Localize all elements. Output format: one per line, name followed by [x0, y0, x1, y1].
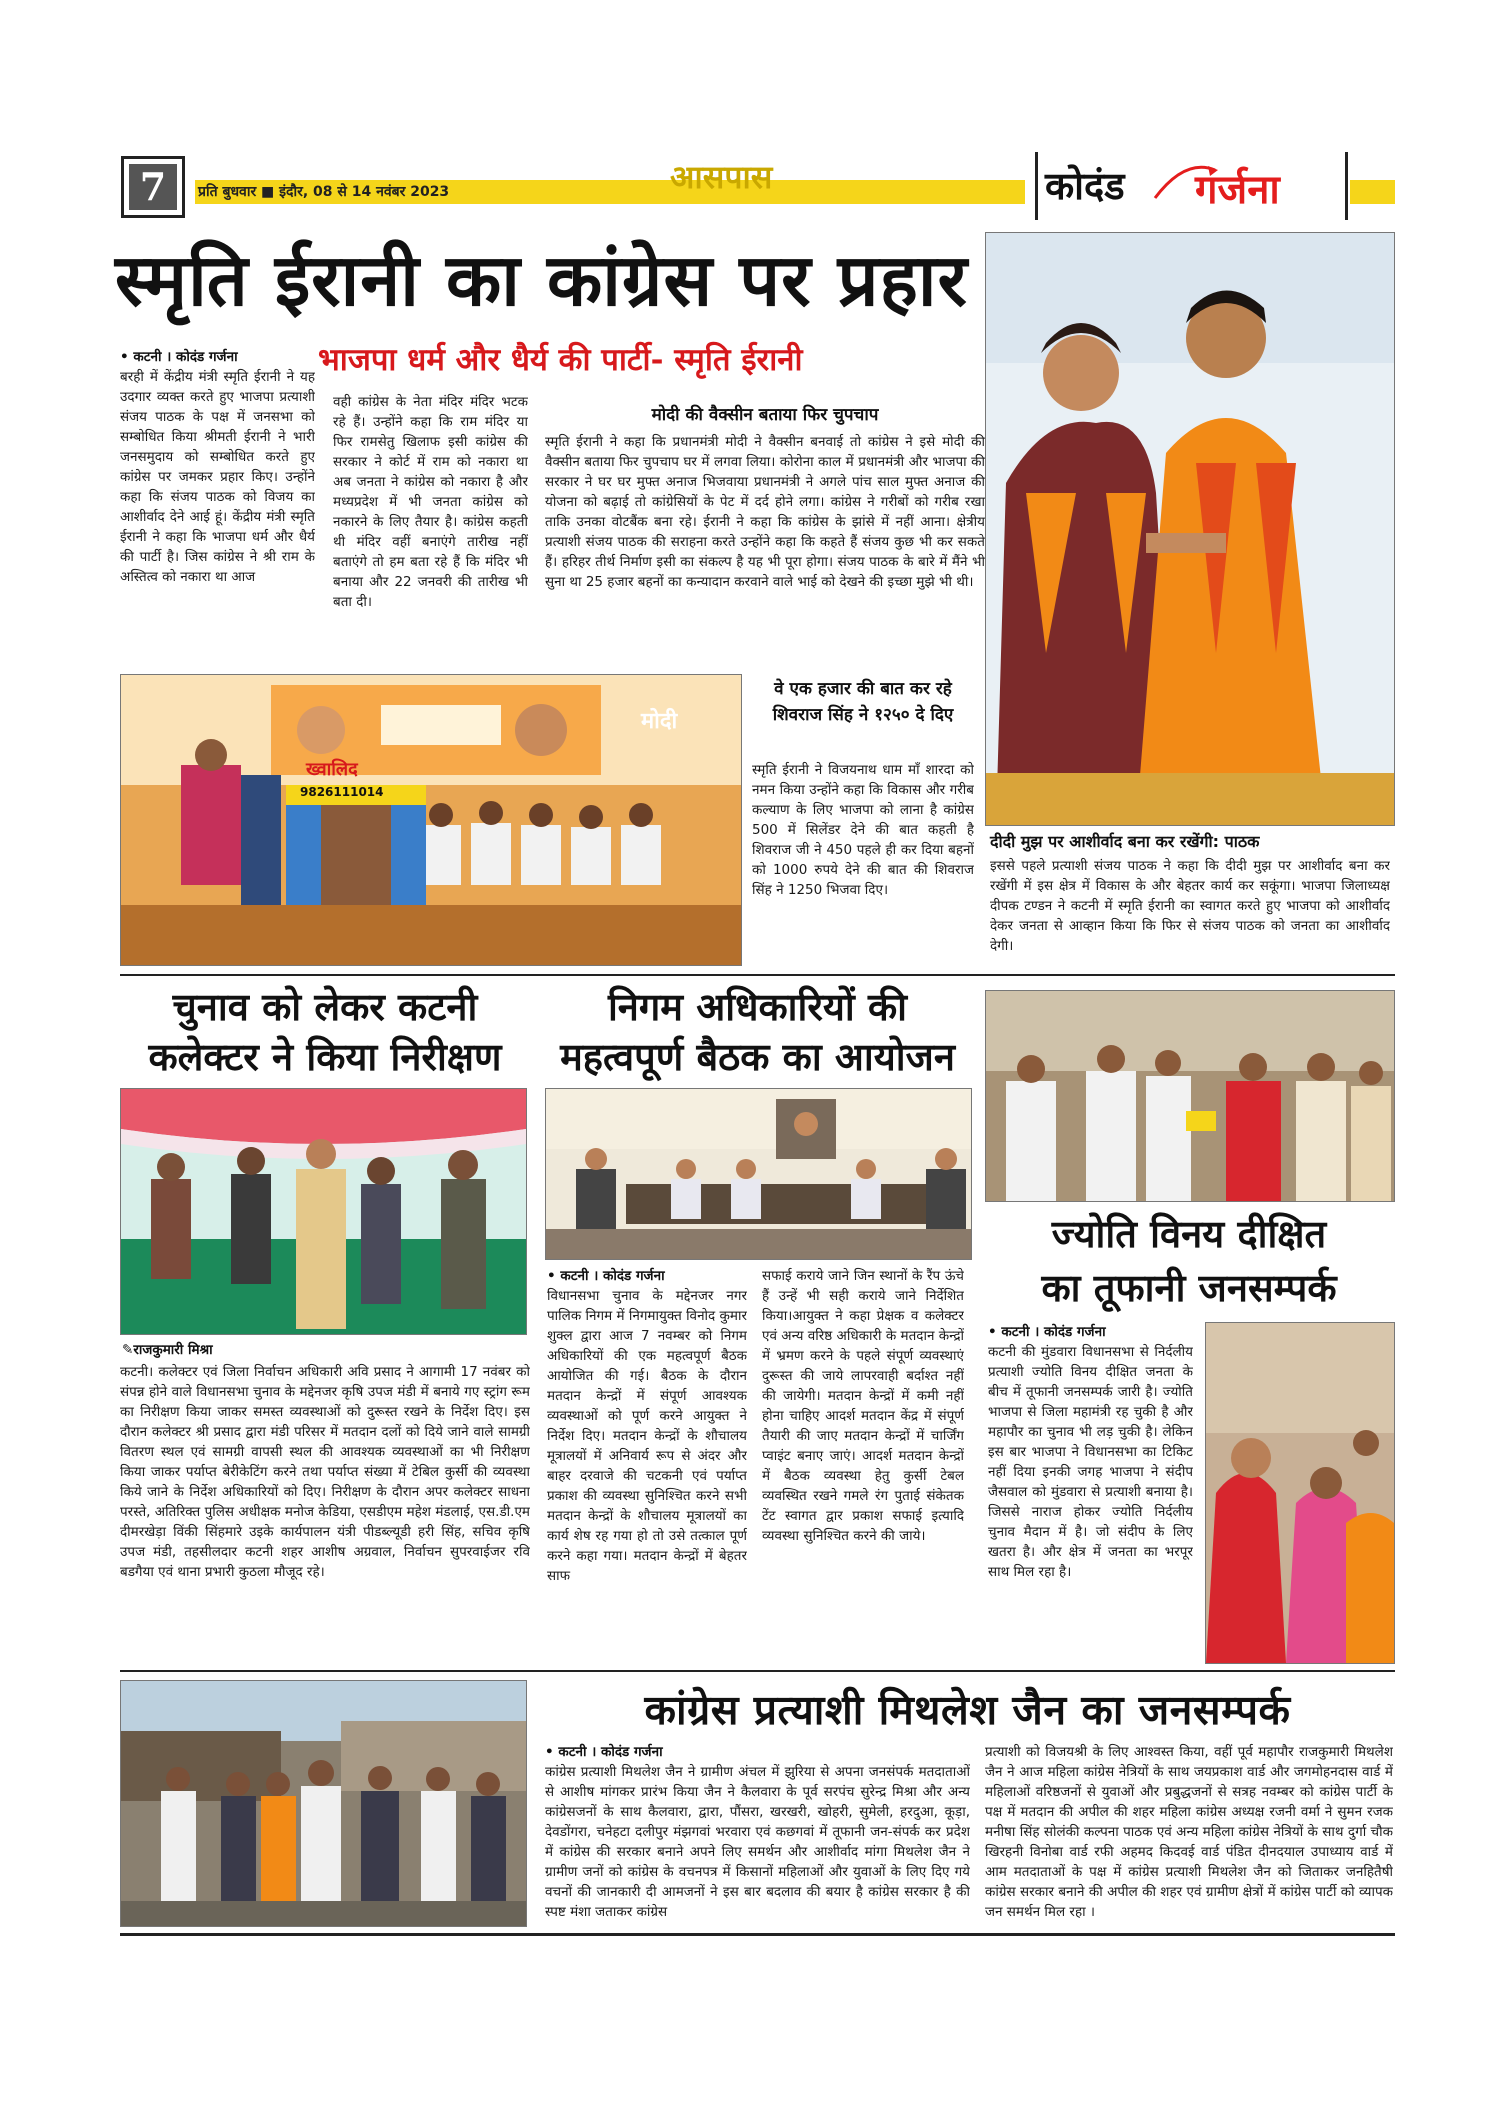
collector-byline — [122, 1340, 422, 1358]
lead-col2: वही कांग्रेस के नेता मंदिर मंदिर भटक रहे हैं। उन्होंने कहा कि राम मंदिर या फिर रामसेतु खिलाफ इसी कांग्रेस की सरकार ने कोर्ट में राम को नकारा था अब जनता ने कांग्रेस को नकारा है और मध्यप्रदेश में भी जनता कांग्रेस को नकारने के लिए तैयार है। कांग्रेस कहती थी मंदिर वहीं बनाएंगे तारीख नहीं बताएंगे तो हम बता रहे हैं कि मंदिर भी बनाया और 22 जनवरी की तारीख भी बता दी। — [333, 394, 528, 610]
mithlesh-headline: कांग्रेस प्रत्याशी मिथलेश जैन का जनसम्पर्क — [644, 1686, 1291, 1734]
banner-text: ख्वालिद — [306, 759, 358, 780]
logo-text-left: कोदंड — [1045, 164, 1125, 208]
sub2-title: वे एक हजार की बात कर रहे शिवराज सिंह ने १२५० दे दिए — [772, 679, 954, 725]
jyoti-headline-line1: ज्योति विनय दीक्षित — [1051, 1211, 1327, 1256]
sub2-text: स्मृति ईरानी ने विजयनाथ धाम माँ शारदा को नमन किया उन्होंने कहा कि विकास और गरीब कल्याण के लिए भाजपा को लाना है कांग्रेस 500 में सिलेंडर देने की बात कहती है शिवराज जी ने 450 पहले ही कर दिया बहनों को 1000 रुपये देने की बात की शिवराज सिंह ने 1250 भिजवा दिए। — [752, 762, 974, 898]
newspaper-logo — [1045, 160, 1340, 216]
logo-divider-left — [1035, 152, 1038, 220]
mid-bottom-rule — [120, 1670, 1395, 1672]
smriti-photo-caption: दीदी मुझ पर आशीर्वाद बना कर रखेंगी: पाठक — [990, 832, 1260, 851]
mithlesh-byline: • कटनी । कोदंड गर्जना — [545, 1744, 663, 1760]
lead-col1: बरही में केंद्रीय मंत्री स्मृति ईरानी ने यह उदगार व्यक्त करते हुए भाजपा प्रत्याशी संजय पाठक के पक्ष में जनसभा को सम्बोधित किया श्रीमती ईरानी ने भारी जनसमुदाय को सम्बोधित करते हुए कांग्रेस पर जमकर प्रहार किए। उन्होंने कहा कि संजय पाठक को विजय का आशीर्वाद देने आई हूं। केंद्रीय मंत्री स्मृति ईरानी ने कहा कि भाजपा धर्म और धैर्य की पार्टी है। जिस कांग्रेस ने श्री राम के अस्तित्व को नकारा था आज — [120, 369, 315, 585]
nigam-byline: • कटनी । कोदंड गर्जना — [547, 1268, 665, 1284]
lead-bottom-rule — [120, 974, 1395, 976]
lead-headline: स्मृति ईरानी का कांग्रेस पर प्रहार — [115, 237, 968, 322]
lead-byline: • कटनी । कोदंड गर्जना — [120, 349, 238, 365]
collector-text: कटनी। कलेक्टर एवं जिला निर्वाचन अधिकारी अवि प्रसाद ने आगामी 17 नवंबर को संपन्न होने वाले विधानसभा चुनाव के मद्देनजर कृषि उपज मंडी में बनाये गए स्ट्रांग रूम का निरीक्षण किया जाकर समस्त व्यवस्थाओं को दुरूस्त रखने के निर्देश दिए। इस दौरान कलेक्टर श्री प्रसाद द्वारा मंडी परिसर में मतदान दलों को दिये जाने वाले सामग्री वितरण स्थल एवं सामग्री वापसी स्थल की आवश्यक व्यवस्थाओं का भी निरीक्षण किया जाकर पर्याप्त बेरीकेटिंग करने तथा पर्याप्त संख्या में टेबिल कुर्सी की व्यवस्था किये जाने के निर्देश अधिकारियों को दिए। निरीक्षण के दौरान अपर कलेक्टर साधना परस्ते, अतिरिक्त पुलिस अधीक्षक मनोज केडिया, एसडीएम महेश मंडलाई, एस.डी.एम दीमरखेड़ा विंकी सिंहमारे उइके कार्यपालन यंत्री पीडब्ल्यूडी हरी सिंह, सचिव कृषि उपज मंडी, तहसीलदार कटनी शहर आशीष अग्रवाल, निर्वाचन सुपरवाईजर रवि बडगैया एवं थाना प्रभारी कुठला मौजूद रहे। — [120, 1364, 530, 1580]
page-bottom-rule — [120, 1933, 1395, 1936]
jyoti-text: कटनी की मुंडवारा विधानसभा से निर्दलीय प्रत्याशी ज्योति विनय दीक्षित जनता के बीच में तूफानी जनसम्पर्क जारी है। ज्योति भाजपा से जिला महामंत्री रह चुकी है और महापौर का चुनाव भी लड़ चुकी है। लेकिन इस बार भाजपा ने विधानसभा का टिकिट नहीं दिया इनकी जगह भाजपा ने संदीप जैसवाल को मुंडवारा से प्रत्याशी बनाया है। जिससे नाराज होकर ज्योति निर्दलीय चुनाव मैदान में है। जो संदीप के लिए खतरा है। और क्षेत्र में जनता का भरपूर साथ मिल रहा है। — [988, 1344, 1193, 1580]
collector-byline-text: राजकुमारी मिश्रा — [133, 1342, 213, 1358]
collector-inspection-photo — [120, 1088, 527, 1335]
sub1-title: मोदी की वैक्सीन बताया फिर चुपचाप — [651, 405, 879, 425]
mithlesh-col2: प्रत्याशी को विजयश्री के लिए आश्वस्त किया, वहीं पूर्व महापौर राजकुमारी मिथलेश जैन ने आज महिला कांग्रेस नेत्रियों के साथ जयप्रकाश वार्ड और जगमोहनदास वार्ड में महिलाओं वरिष्ठजनों से युवाओं और प्रबुद्धजनों से सत्रह नवम्बर को कांग्रेस पार्टी के पक्ष में मतदान की अपील की शहर महिला कांग्रेस अध्यक्ष रजनी वर्मा ने सुमन रजक मनीषा सिंह सोलंकी कल्पना पाठक एवं अन्य महिला कांग्रेस नेत्रियों के साथ दुर्गा चौक खिरहनी विनोबा वार्ड रफी अहमद किदवई वार्ड पंडित दीनदयाल उपाध्याय वार्ड में आम मतदाताओं के पक्ष में कांग्रेस प्रत्याशी मिथलेश जैन को जिताकर जनहितैषी कांग्रेस सरकार बनाने की अपील की शहर एवं ग्रामीण क्षेत्रों में कांग्रेस पार्टी को व्यापक जन समर्थन मिल रहा । — [985, 1744, 1393, 1920]
nigam-col2: सफाई कराये जाने जिन स्थानों के रैंप ऊंचे हैं उन्हें भी सही कराये जाने निर्देशित किया।आयुक्त ने कहा प्रेक्षक व कलेक्टर एवं अन्य वरिष्ठ अधिकारी के मतदान केन्द्रों में भ्रमण करने के पहले संपूर्ण व्यवस्थाएं दुरूस्त की जाये लापरवाही बर्दाश्त नहीं की जायेगी। मतदान केन्द्रों में कमी नहीं होना चाहिए आदर्श मतदान केंद्र में संपूर्ण तैयारी की जाए मतदान केन्द्रों में चार्जिंग प्वाइंट बनाए जाएं। आदर्श मतदान केन्द्रों में बैठक व्यवस्था हेतु कुर्सी टेबल व्यवस्थित रखने गमले रंग पुताई संकेतक टेंट स्वागत द्वार प्रकाश सफाई इत्यादि व्यवस्था सुनिश्चित करने की जाये। — [762, 1268, 964, 1544]
nigam-headline-line2: महत्वपूर्ण बैठक का आयोजन — [560, 1034, 955, 1079]
nigam-meeting-photo — [545, 1088, 972, 1260]
jyoti-meeting-photo — [985, 990, 1395, 1202]
collector-headline-line1: चुनाव को लेकर कटनी — [172, 984, 478, 1029]
page-number: 7 — [129, 164, 177, 210]
nigam-col1: विधानसभा चुनाव के मद्देनजर नगर पालिक निगम में निगमायुक्त विनोद कुमार शुक्ल द्वारा आज 7 नवम्बर को निगम अधिकारियों की एक महत्वपूर्ण बैठक आयोजित की गई। बैठक के दौरान मतदान केन्द्रों में संपूर्ण आवश्यक व्यवस्थाओं को पूर्ण करने आयुक्त ने निर्देश दिए। मतदान केन्द्रों के शौचालय मूत्रालयों में अनिवार्य रूप से अंदर और बाहर दरवाजे की चटकनी एवं पर्याप्त प्रकाश की व्यवस्था सुनिश्चित करने सभी मतदान केन्द्रों के शौचालय मूत्रालयों का कार्य शेष रह गया हो तो उसे तत्काल पूर्ण करने कहा गया। मतदान केन्द्रों में बेहतर साफ — [547, 1288, 747, 1584]
pen-icon: ✎ — [122, 1342, 134, 1358]
lead-subheadline: भाजपा धर्म और धैर्य की पार्टी- स्मृति ईरानी — [318, 342, 803, 378]
banner-phone: 9826111014 — [296, 785, 388, 799]
page-number-box — [121, 156, 185, 218]
mithlesh-jain-photo — [120, 1680, 527, 1927]
header-yellow-bar-right — [1350, 180, 1395, 204]
sub3-text: इससे पहले प्रत्याशी संजय पाठक ने कहा कि दीदी मुझ पर आशीर्वाद बना कर रखेंगी में इस क्षेत्र में विकास के और बेहतर कार्य कर सकूंगा। भाजपा जिलाध्यक्ष दीपक टण्डन ने कटनी में स्मृति ईरानी का स्वागत करते हुए भाजपा को आशीर्वाद देकर जनता से आव्हान किया कि फिर से संजय पाठक को जनता का आशीर्वाद देगी। — [990, 858, 1390, 954]
logo-divider-right — [1345, 152, 1348, 220]
smriti-irani-photo — [985, 232, 1395, 826]
section-title: आसपास — [670, 158, 773, 196]
jyoti-byline: • कटनी । कोदंड गर्जना — [988, 1324, 1106, 1340]
sub1-text: स्मृति ईरानी ने कहा कि प्रधानमंत्री मोदी ने वैक्सीन बनवाई तो कांग्रेस ने इसे मोदी की वैक्सीन बताया फिर चुपचाप घर में लगवा लिया। कोरोना काल में प्रधानमंत्री और भाजपा की सरकार ने घर घर मुफ्त अनाज भिजवाया प्रधानमंत्री ने अगले पांच साल मुफ्त अनाज की योजना को बढ़ाई तो कांग्रेसियों के पेट में दर्द होने लगा। कांग्रेस ने गरीबों को गरीब रखा ताकि उनका वोटबैंक बना रहे। ईरानी ने कहा कि कांग्रेस के झांसे में नहीं आना। क्षेत्रीय प्रत्याशी संजय पाठक की सराहना करते उन्होंने कहा कि कहते हैं संजय कुछ भी कर सकते हैं। हरिहर तीर्थ निर्माण इसी का संकल्प है यह भी पूरा होगा। संजय पाठक के बारे में मैंने भी सुना था 25 हजार बहनों का कन्यादान करवाने वाले भाई को देखने की इच्छा मुझे भी थी। — [545, 434, 985, 590]
rally-stage-photo — [120, 674, 742, 966]
date-line: प्रति बुधवार ■ इंदौर, 08 से 14 नवंबर 2023 — [198, 184, 450, 200]
jyoti-campaign-photo — [1205, 1322, 1395, 1664]
collector-headline-line2: कलेक्टर ने किया निरीक्षण — [148, 1034, 502, 1079]
logo-text-right: गर्जना — [1195, 167, 1280, 213]
stage-text: मोदी — [641, 709, 678, 734]
nigam-headline-line1: निगम अधिकारियों की — [607, 984, 908, 1029]
jyoti-headline-line2: का तूफानी जनसम्पर्क — [1041, 1265, 1337, 1310]
mithlesh-col1: कांग्रेस प्रत्याशी मिथलेश जैन ने ग्रामीण अंचल में झुरिया से अपना जनसंपर्क मतदाताओं से आशीष मांगकर प्रारंभ किया जैन ने कैलवारा के पूर्व सरपंच सुरेन्द्र मिश्रा और अन्य कांग्रेसजनों के साथ कैलवारा, द्वारा, पौंसरा, खरखरी, खोहरी, सुमेली, हरदुआ, कूड़ा, देवडोंगरा, चनेहटा दलीपुर मंझगवां भरवारा एवं कछगवां में तूफानी जन-संपर्क कर प्रदेश में कांग्रेस की सरकार बनाने अपने लिए समर्थन और आशीर्वाद मांगा मिथलेश जैन ने ग्रामीण जनों को कांग्रेस के वचनपत्र में किसानों महिलाओं और युवाओं के लिए दिए गये वचनों की जानकारी दी आमजनों ने इस बार बदलाव की बयार है कांग्रेस सरकार है की स्पष्ट मंशा जताकर कांग्रेस — [545, 1764, 970, 1920]
